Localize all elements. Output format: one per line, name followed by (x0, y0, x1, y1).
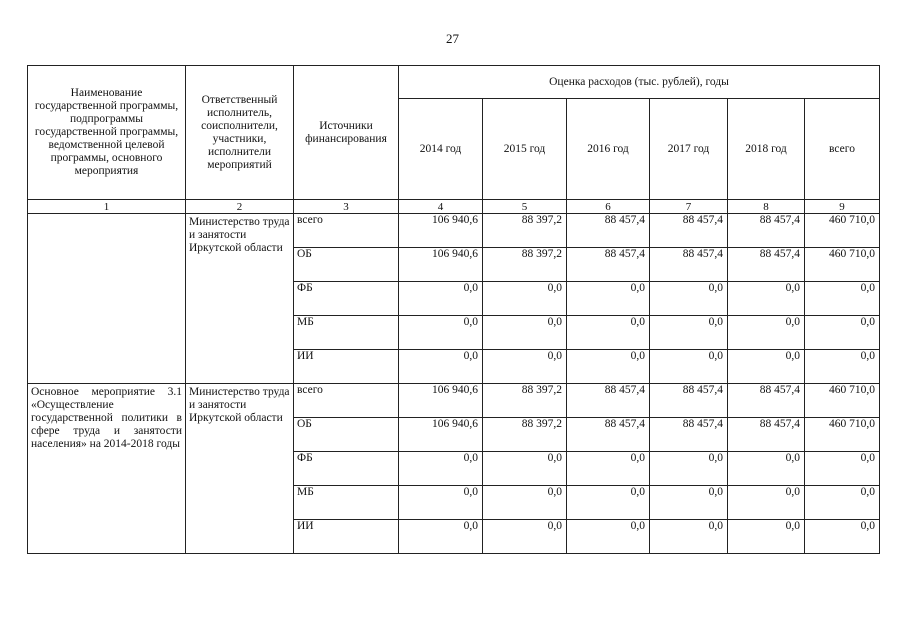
year-value-cell: 88 397,2 (483, 248, 567, 282)
year-value-cell: 0,0 (399, 486, 483, 520)
header-program-name: Наименование государственной программы, подпрограммы государственной программы, ведомственной целевой программы, основного мероприятия (28, 66, 186, 200)
program-name-cell: Основное мероприятие 3.1 «Осуществление государственной политики в сфере труда и занятости населения» на 2014-2018 годы (28, 384, 186, 554)
header-cost-estimate: Оценка расходов (тыс. рублей), годы (399, 66, 880, 99)
year-value-cell: 0,0 (728, 486, 805, 520)
year-value-cell: 88 457,4 (650, 214, 728, 248)
year-value-cell: 88 457,4 (567, 418, 650, 452)
year-value-cell: 0,0 (728, 452, 805, 486)
total-value-cell: 460 710,0 (805, 248, 880, 282)
column-number: 2 (186, 200, 294, 214)
total-value-cell: 0,0 (805, 486, 880, 520)
year-value-cell: 0,0 (399, 452, 483, 486)
column-number: 5 (483, 200, 567, 214)
year-value-cell: 0,0 (567, 520, 650, 554)
header-year: 2018 год (728, 99, 805, 200)
year-value-cell: 0,0 (650, 316, 728, 350)
header-year: 2016 год (567, 99, 650, 200)
table-row (28, 214, 880, 248)
year-value-cell: 0,0 (650, 350, 728, 384)
header-year: 2014 год (399, 99, 483, 200)
total-value-cell: 0,0 (805, 316, 880, 350)
header-year: 2015 год (483, 99, 567, 200)
year-value-cell: 0,0 (650, 452, 728, 486)
year-value-cell: 88 457,4 (567, 384, 650, 418)
year-value-cell: 0,0 (567, 350, 650, 384)
column-number: 9 (805, 200, 880, 214)
year-value-cell: 0,0 (399, 350, 483, 384)
year-value-cell: 88 457,4 (728, 384, 805, 418)
funding-source-cell: МБ (294, 486, 399, 520)
year-value-cell: 0,0 (399, 316, 483, 350)
year-value-cell: 0,0 (483, 350, 567, 384)
year-value-cell: 0,0 (728, 520, 805, 554)
funding-source-cell: ИИ (294, 350, 399, 384)
year-value-cell: 88 457,4 (728, 418, 805, 452)
year-value-cell: 88 457,4 (650, 418, 728, 452)
year-value-cell: 0,0 (728, 282, 805, 316)
funding-source-cell: ФБ (294, 452, 399, 486)
year-value-cell: 88 457,4 (650, 384, 728, 418)
year-value-cell: 0,0 (483, 316, 567, 350)
column-number: 8 (728, 200, 805, 214)
year-value-cell: 0,0 (483, 520, 567, 554)
year-value-cell: 0,0 (650, 486, 728, 520)
year-value-cell: 0,0 (483, 452, 567, 486)
year-value-cell: 88 457,4 (567, 214, 650, 248)
year-value-cell: 88 457,4 (567, 248, 650, 282)
year-value-cell: 88 457,4 (728, 248, 805, 282)
year-value-cell: 106 940,6 (399, 214, 483, 248)
funding-source-cell: всего (294, 384, 399, 418)
year-value-cell: 88 397,2 (483, 214, 567, 248)
header-total: всего (805, 99, 880, 200)
table-body (28, 214, 880, 554)
year-value-cell: 0,0 (567, 282, 650, 316)
year-value-cell: 88 397,2 (483, 384, 567, 418)
total-value-cell: 460 710,0 (805, 418, 880, 452)
year-value-cell: 88 397,2 (483, 418, 567, 452)
column-number: 4 (399, 200, 483, 214)
funding-source-cell: ОБ (294, 418, 399, 452)
year-value-cell: 88 457,4 (650, 248, 728, 282)
column-number: 6 (567, 200, 650, 214)
year-value-cell: 0,0 (728, 316, 805, 350)
year-value-cell: 0,0 (650, 520, 728, 554)
year-value-cell: 0,0 (650, 282, 728, 316)
table-row (28, 384, 880, 418)
total-value-cell: 460 710,0 (805, 384, 880, 418)
total-value-cell: 460 710,0 (805, 214, 880, 248)
executor-cell: Министерство труда и занятости Иркутской области (186, 384, 294, 554)
year-value-cell: 0,0 (399, 282, 483, 316)
column-number-row (28, 200, 880, 214)
year-value-cell: 0,0 (567, 486, 650, 520)
funding-source-cell: всего (294, 214, 399, 248)
year-value-cell: 106 940,6 (399, 384, 483, 418)
column-number: 3 (294, 200, 399, 214)
year-value-cell: 106 940,6 (399, 418, 483, 452)
funding-source-cell: МБ (294, 316, 399, 350)
header-sources: Источники финансирования (294, 66, 399, 200)
year-value-cell: 0,0 (728, 350, 805, 384)
funding-source-cell: ИИ (294, 520, 399, 554)
year-value-cell: 0,0 (567, 452, 650, 486)
funding-source-cell: ФБ (294, 282, 399, 316)
column-number: 7 (650, 200, 728, 214)
column-number: 1 (28, 200, 186, 214)
executor-cell: Министерство труда и занятости Иркутской области (186, 214, 294, 384)
budget-table (27, 65, 880, 554)
total-value-cell: 0,0 (805, 520, 880, 554)
year-value-cell: 88 457,4 (728, 214, 805, 248)
total-value-cell: 0,0 (805, 452, 880, 486)
program-name-cell (28, 214, 186, 384)
header-executor: Ответственный исполнитель, соисполнители, участники, исполнители мероприятий (186, 66, 294, 200)
year-value-cell: 0,0 (567, 316, 650, 350)
header-year: 2017 год (650, 99, 728, 200)
total-value-cell: 0,0 (805, 282, 880, 316)
page-number: 27 (446, 31, 459, 46)
total-value-cell: 0,0 (805, 350, 880, 384)
year-value-cell: 106 940,6 (399, 248, 483, 282)
year-value-cell: 0,0 (399, 520, 483, 554)
year-value-cell: 0,0 (483, 282, 567, 316)
funding-source-cell: ОБ (294, 248, 399, 282)
year-value-cell: 0,0 (483, 486, 567, 520)
